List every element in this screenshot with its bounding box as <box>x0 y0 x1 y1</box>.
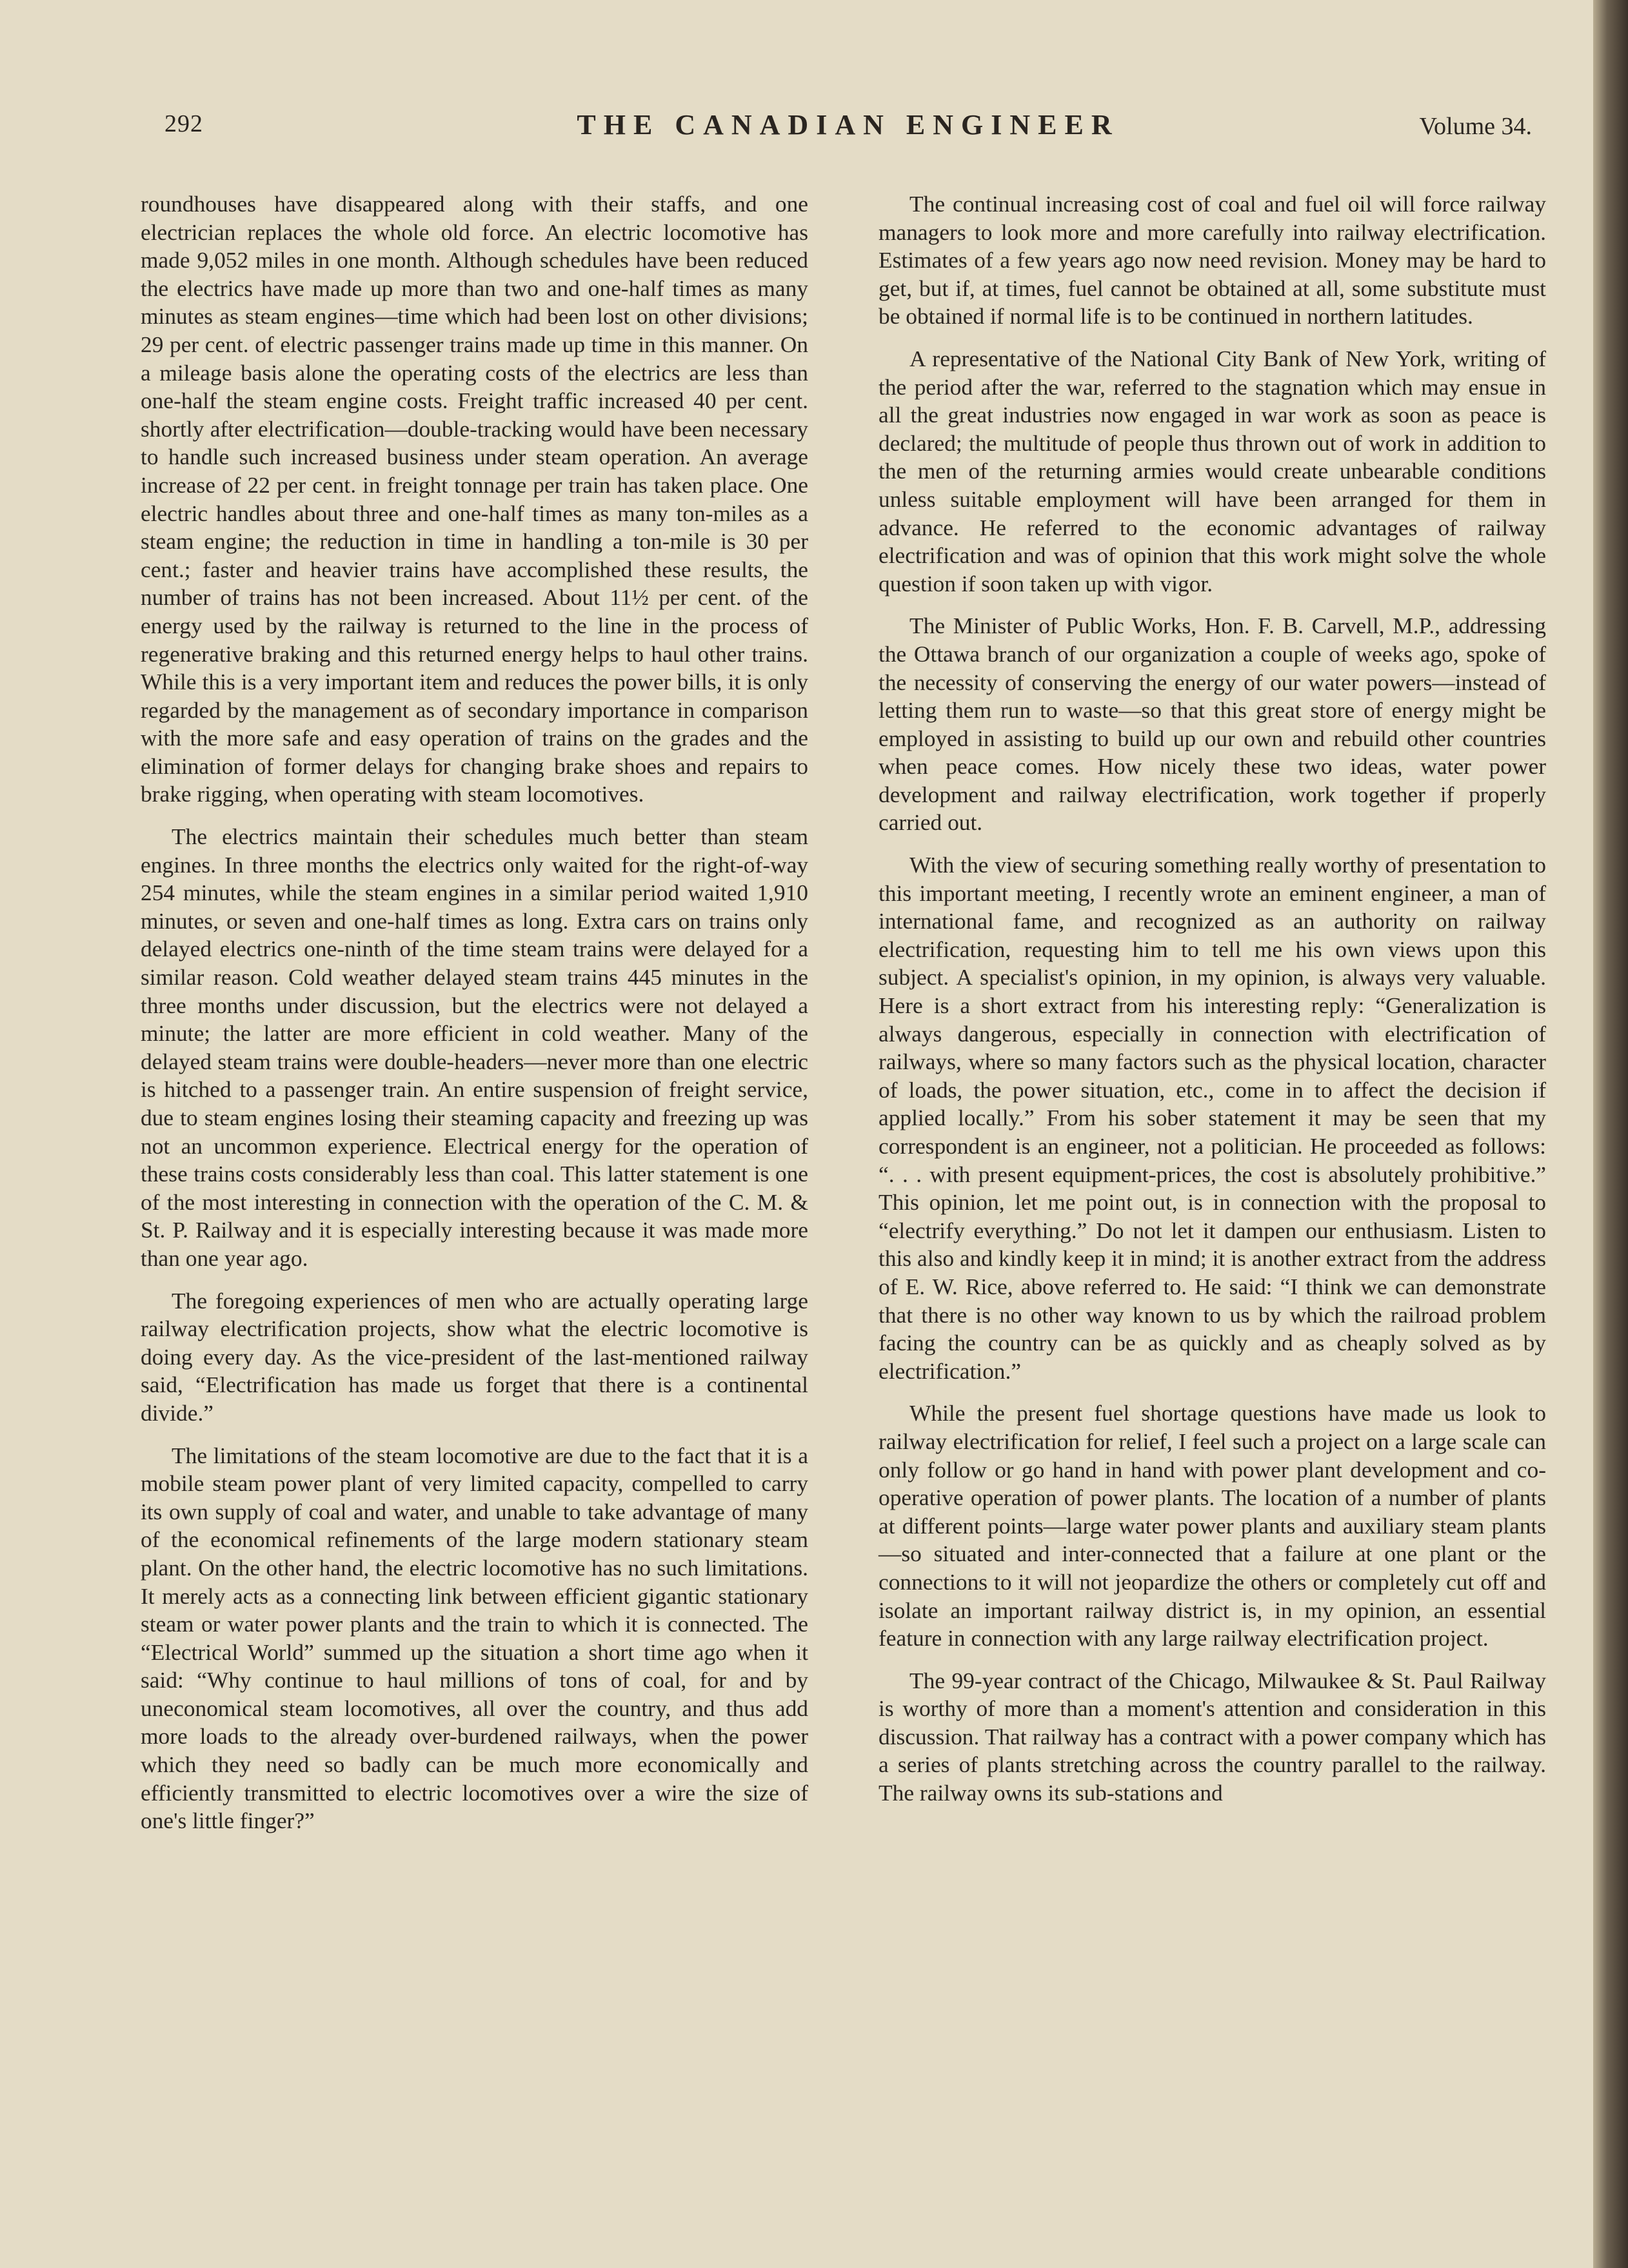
paragraph: The foregoing experiences of men who are actually operating large railway electrification projects, show what the electric locomotive is doing every day. As the vice-president of the last-mentioned railway said, “Electrification has made us forget that there is a continental divide.” <box>141 1287 808 1426</box>
paragraph: The limitations of the steam locomotive are due to the fact that it is a mobile steam power plant of very limited capacity, compelled to carry its own supply of coal and water, and unable to take advantage of many of the economical refinements of the large modern stationary steam plant. On the other hand, the electric locomotive has no such limitations. It merely acts as a connecting link between efficient gigantic stationary steam or water power plants and the train to which it is connected. The “Electrical World” summed up the situation a short time ago when it said: “Why continue to haul millions of tons of coal, for and by uneconomical steam locomotives, all over the country, and thus add more loads to the already over-burdened railways, when the power which they need so badly can be much more economically and efficiently transmitted to electric locomotives over a wire the size of one's little finger?” <box>141 1442 808 1834</box>
paragraph: roundhouses have disappeared along with their staffs, and one electrician replaces the whole old force. An electric locomotive has made 9,052 miles in one month. Although schedules have been reduced the electrics have made up more than two and one-half times as many minutes as steam engines—time which had been lost on other divisions; 29 per cent. of electric passenger trains made up time in this manner. On a mileage basis alone the operating costs of the electrics are less than one-half the steam engine costs. Freight traffic increased 40 per cent. shortly after electrification—double-tracking would have been necessary to handle such increased business under steam operation. An average increase of 22 per cent. in freight tonnage per train has taken place. One electric handles about three and one-half times as many ton-miles as a steam engine; the reduction in time in handling a ton-mile is 30 per cent.; faster and heavier trains have accomplished these results, the number of trains has not been increased. About 11½ per cent. of the energy used by the railway is returned to the line in the process of regenerative braking and this returned energy helps to haul other trains. While this is a very important item and reduces the power bills, it is only regarded by the management as of secondary importance in comparison with the more safe and easy operation of trains on the grades and the elimination of former delays for changing brake shoes and repairs to brake rigging, when operating with steam locomotives. <box>141 191 808 807</box>
paragraph: The electrics maintain their schedules much better than steam engines. In three months the electrics only waited for the right-of-way 254 minutes, while the steam engines in a similar period waited 1,910 minutes, or seven and one-half times as long. Extra cars on trains only delayed electrics one-ninth of the time steam trains were delayed for a similar reason. Cold weather delayed steam trains 445 minutes in the three months under discussion, but the electrics were not delayed a minute; the latter are more efficient in cold weather. Many of the delayed steam trains were double-headers—never more than one electric is hitched to a passenger train. An entire suspension of freight service, due to steam engines losing their steaming capacity and freezing up was not an uncommon experience. Electrical energy for the operation of these trains costs considerably less than coal. This latter statement is one of the most interesting in connection with the operation of the C. M. & St. P. Railway and it is especially interesting because it was made more than one year ago. <box>141 823 808 1271</box>
journal-title: THE CANADIAN ENGINEER <box>577 109 1120 141</box>
paragraph: With the view of securing something really worthy of presentation to this important meeting, I recently wrote an eminent engineer, a man of international fame, and recognized as an authority on railway electrification, requesting him to tell me his own views upon this subject. A specialist's opinion, in my opinion, is always very valuable. Here is a short extract from his interesting reply: “Generalization is always dangerous, especially in connection with electrification of railways, where so many factors such as the physical location, character of loads, the power situation, etc., come in to affect the decision if applied locally.” From his sober statement it may be seen that my correspondent is an engineer, not a politician. He proceeded as follows: “. . . with present equipment-prices, the cost is absolutely prohibitive.” This opinion, let me point out, is in connection with the proposal to “electrify everything.” Do not let it dampen our enthusiasm. Listen to this also and kindly keep it in mind; it is another extract from the address of E. W. Rice, above referred to. He said: “I think we can demonstrate that there is no other way known to us by which the railroad problem facing the country can be as quickly and as cheaply solved as by electrification.” <box>879 852 1546 1384</box>
page-number: 292 <box>164 110 203 137</box>
paragraph: While the present fuel shortage questions have made us look to railway electrification for relief, I feel such a project on a large scale can only follow or go hand in hand with power plant development and co-operative operation of power plants. The location of a number of plants at different points—large water power plants and auxiliary steam plants—so situated and inter-connected that a failure at one plant or the connections to it will not jeopardize the others or completely cut off and isolate an important railway district is, in my opinion, an essential feature in connection with any large railway electrification project. <box>879 1400 1546 1652</box>
left-column <box>141 190 808 1849</box>
page-header <box>164 103 1532 155</box>
paragraph: The 99-year contract of the Chicago, Milwaukee & St. Paul Railway is worthy of more than a moment's attention and consideration in this discussion. That railway has a contract with a power company which has a series of plants stretching across the country parallel to the railway. The railway owns its sub-stations and <box>879 1667 1546 1806</box>
volume-label: Volume 34. <box>1419 113 1532 140</box>
paragraph: The continual increasing cost of coal and fuel oil will force railway managers to look more and more carefully into railway electrification. Estimates of a few years ago now need revision. Money may be hard to get, but if, at times, fuel cannot be obtained at all, some substitute must be obtained if normal life is to be continued in northern latitudes. <box>879 191 1546 330</box>
right-column <box>879 190 1546 1822</box>
paragraph: A representative of the National City Bank of New York, writing of the period after the war, referred to the stagnation which may ensue in all the great industries now engaged in war work as soon as peace is declared; the multitude of people thus thrown out of work in addition to the men of the returning armies would create unbearable conditions unless suitable employment will have been arranged for them in advance. He referred to the economic advantages of railway electrification and was of opinion that this work might solve the whole question if soon taken up with vigor. <box>879 345 1546 597</box>
paragraph: The Minister of Public Works, Hon. F. B. Carvell, M.P., addressing the Ottawa branch of our organization a couple of weeks ago, spoke of the necessity of conserving the energy of our water powers—instead of letting them run to waste—so that this great store of energy might be employed in assisting to build up our own and rebuild other countries when peace comes. How nicely these two ideas, water power development and railway electrification, work together if properly carried out. <box>879 613 1546 836</box>
book-binding-edge <box>1593 0 1628 2268</box>
